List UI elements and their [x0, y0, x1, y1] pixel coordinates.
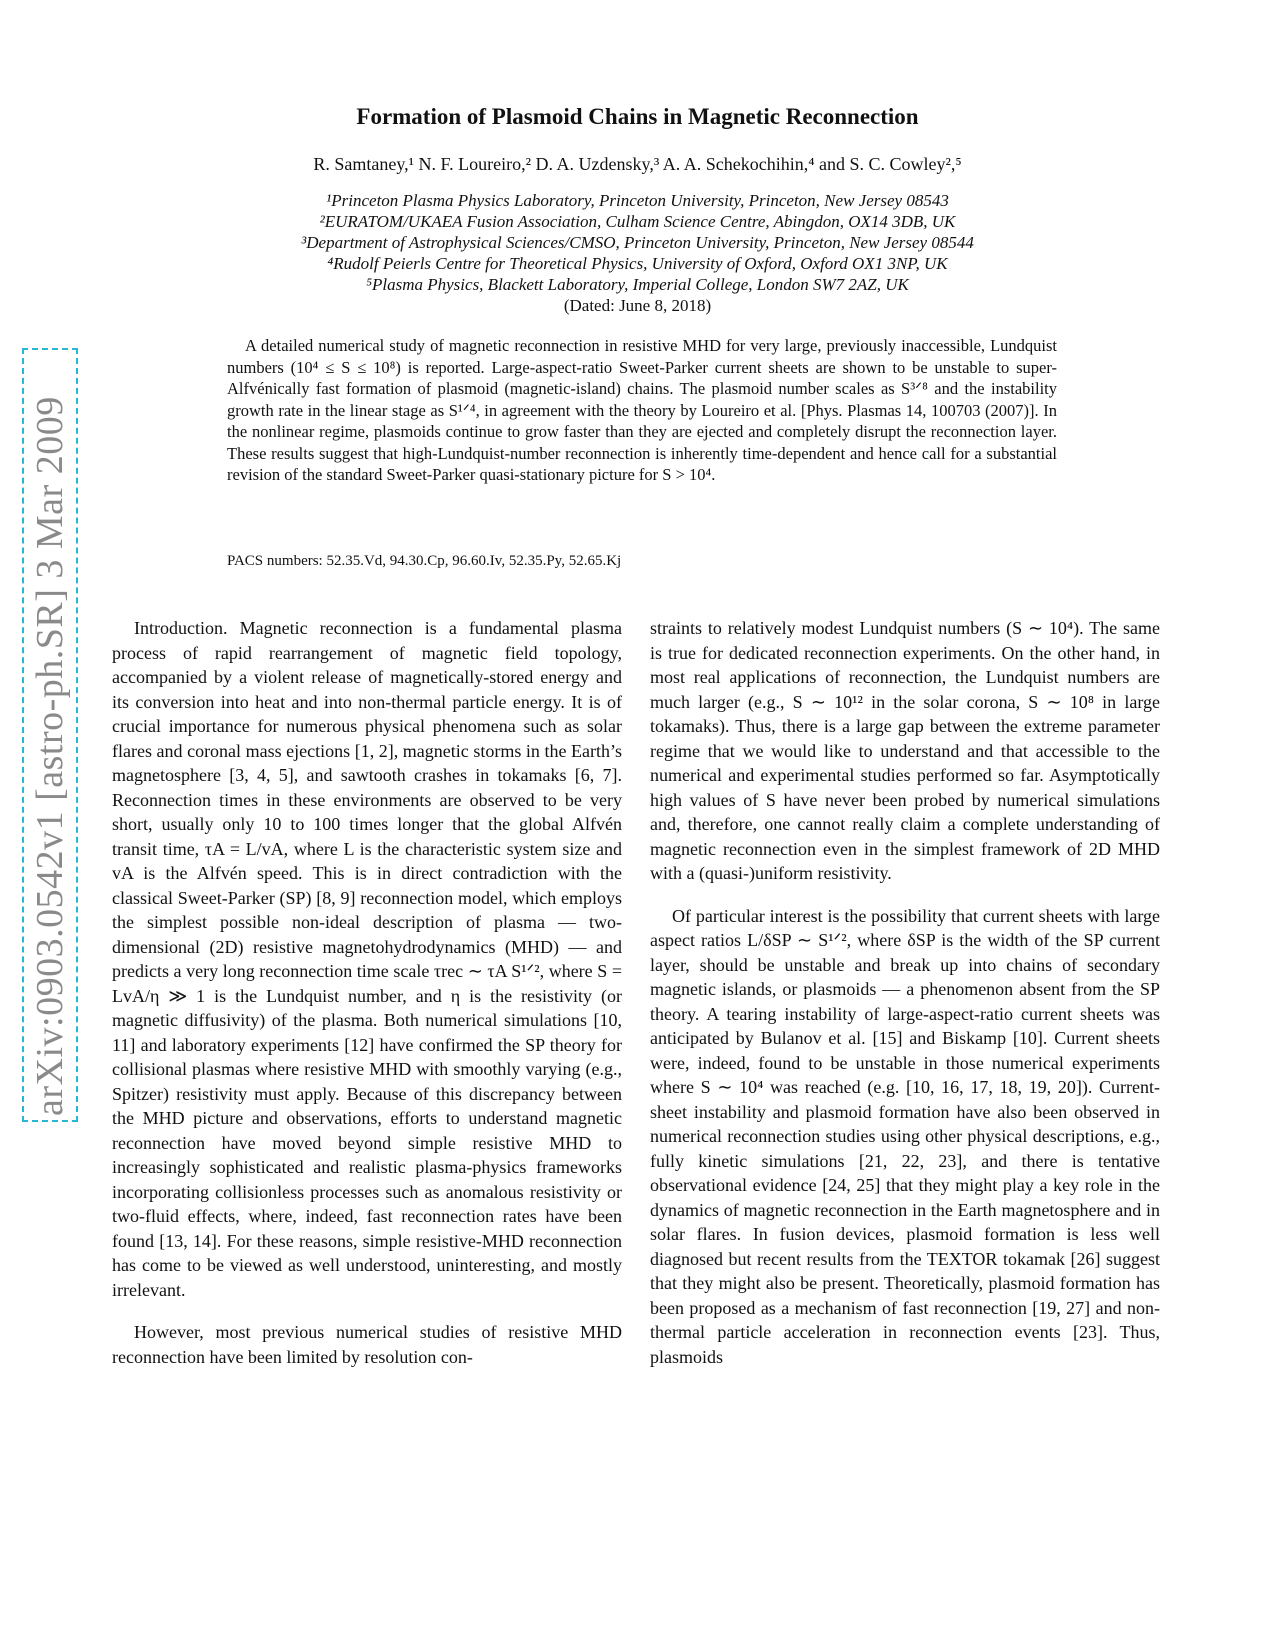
affiliation-list — [0, 190, 1275, 295]
pacs-numbers: PACS numbers: 52.35.Vd, 94.30.Cp, 96.60.Iv, 52.35.Py, 52.65.Kj — [227, 553, 622, 569]
abstract: A detailed numerical study of magnetic reconnection in resistive MHD for very large, previously inaccessible, Lundquist numbers (10⁴ ≤ S ≤ 10⁸) is reported. Large-aspect-ratio Sweet-Parker current sheets are shown to be unstable to super-Alfvénically fast formation of plasmoid (magnetic-island) chains. The plasmoid number scales as S³ᐟ⁸ and the instability growth rate in the linear stage as S¹ᐟ⁴, in agreement with the theory by Loureiro et al. [Phys. Plasmas 14, 100703 (2007)]. In the nonlinear regime, plasmoids continue to grow faster than they are ejected and completely disrupt the reconnection layer. These results suggest that high-Lundquist-number reconnection is inherently time-dependent and hence call for a substantial revision of the standard Sweet-Parker quasi-stationary picture for S > 10⁴. — [227, 336, 1057, 484]
paragraph: straints to relatively modest Lundquist numbers (S ∼ 10⁴). The same is true for dedicated reconnection experiments. On the other hand, in most real applications of reconnection, the Lundquist numbers are much larger (e.g., S ∼ 10¹² in the solar corona, S ∼ 10⁸ in large tokamaks). Thus, there is a large gap between the extreme parameter regime that we would like to understand and that accessible to the numerical and experimental studies performed so far. Asymptotically high values of S have never been probed by numerical simulations and, therefore, one cannot really claim a complete understanding of magnetic reconnection even in the simplest framework of 2D MHD with a (quasi-)uniform resistivity. — [650, 618, 1160, 883]
affiliation: ²EURATOM/UKAEA Fusion Association, Culham Science Centre, Abingdon, OX14 3DB, UK — [319, 212, 956, 231]
affiliation: ¹Princeton Plasma Physics Laboratory, Princeton University, Princeton, New Jersey 08543 — [326, 191, 949, 210]
paper-title: Formation of Plasmoid Chains in Magnetic Reconnection — [356, 104, 919, 129]
date-line: (Dated: June 8, 2018) — [563, 296, 712, 315]
paragraph: However, most previous numerical studies of resistive MHD reconnection have been limited by resolution con- — [112, 1322, 622, 1367]
paragraph: Of particular interest is the possibility that current sheets with large aspect ratios L/δSP ∼ S¹ᐟ², where δSP is the width of the SP current layer, should be unstable and break up into chains of secondary magnetic islands, or plasmoids — a phenomenon absent from the SP theory. A tearing instability of large-aspect-ratio current sheets was anticipated by Bulanov et al. [15] and Biskamp [10]. Current sheets were, indeed, found to be unstable in those numerical experiments where S ∼ 10⁴ was reached (e.g. [10, 16, 17, 18, 19, 20]). Current-sheet instability and plasmoid formation have also been observed in numerical reconnection studies using other physical descriptions, e.g., fully kinetic simulations [21, 22, 23], and there is tentative observational evidence [24, 25] that they might play a key role in the dynamics of magnetic reconnection in the Earth magnetosphere and in solar flares. In fusion devices, plasmoid formation is less well diagnosed but recent results from the TEXTOR tokamak [26] suggest that they might also be present. Theoretically, plasmoid formation has been proposed as a mechanism of fast reconnection [19, 27] and non-thermal particle acceleration in reconnection events [23]. Thus, plasmoids — [650, 905, 1160, 1367]
paragraph: Introduction. Magnetic reconnection is a fundamental plasma process of rapid rearrangement of magnetic field topology, accompanied by a violent release of magnetically-stored energy and its conversion into heat and into non-thermal particle energy. It is of crucial importance for numerous physical phenomena such as solar flares and coronal mass ejections [1, 2], magnetic storms in the Earth’s magnetosphere [3, 4, 5], and sawtooth crashes in tokamaks [6, 7]. Reconnection times in these environments are observed to be very short, usually only 10 to 100 times longer that the global Alfvén transit time, τA = L/vA, where L is the characteristic system size and vA is the Alfvén speed. This is in direct contradiction with the classical Sweet-Parker (SP) [8, 9] reconnection model, which employs the simplest possible non-ideal description of plasma — two-dimensional (2D) resistive magnetohydrodynamics (MHD) — and predicts a very long reconnection time scale τrec ∼ τA S¹ᐟ², where S = LvA/η ≫ 1 is the Lundquist number, and η is the resistivity (or magnetic diffusivity) of the plasma. Both numerical simulations [10, 11] and laboratory experiments [12] have confirmed the SP theory for collisional plasmas where resistive MHD with smoothly varying (e.g., Spitzer) resistivity must apply. Because of this discrepancy between the MHD picture and observations, efforts to understand magnetic reconnection have moved beyond simple resistive MHD to increasingly sophisticated and realistic plasma-physics frameworks incorporating collisionless processes such as anomalous resistivity or two-fluid effects, where, indeed, fast reconnection rates have been found [13, 14]. For these reasons, simple resistive-MHD reconnection has come to be viewed as well understood, uninteresting, and mostly irrelevant. — [112, 618, 622, 1300]
affiliation: ⁵Plasma Physics, Blackett Laboratory, Imperial College, London SW7 2AZ, UK — [366, 275, 909, 294]
right-column — [650, 616, 1160, 1369]
author-list: R. Samtaney,¹ N. F. Loureiro,² D. A. Uzdensky,³ A. A. Schekochihin,⁴ and S. C. Cowley²,⁵ — [313, 154, 962, 174]
arxiv-identifier[interactable]: arXiv:0903.0542v1 [astro-ph.SR] 3 Mar 2009 — [29, 396, 71, 1116]
left-column — [112, 616, 622, 1369]
affiliation: ⁴Rudolf Peierls Centre for Theoretical Physics, University of Oxford, Oxford OX1 3NP, UK — [327, 254, 948, 273]
affiliation: ³Department of Astrophysical Sciences/CMSO, Princeton University, Princeton, New Jersey 08544 — [301, 233, 974, 252]
